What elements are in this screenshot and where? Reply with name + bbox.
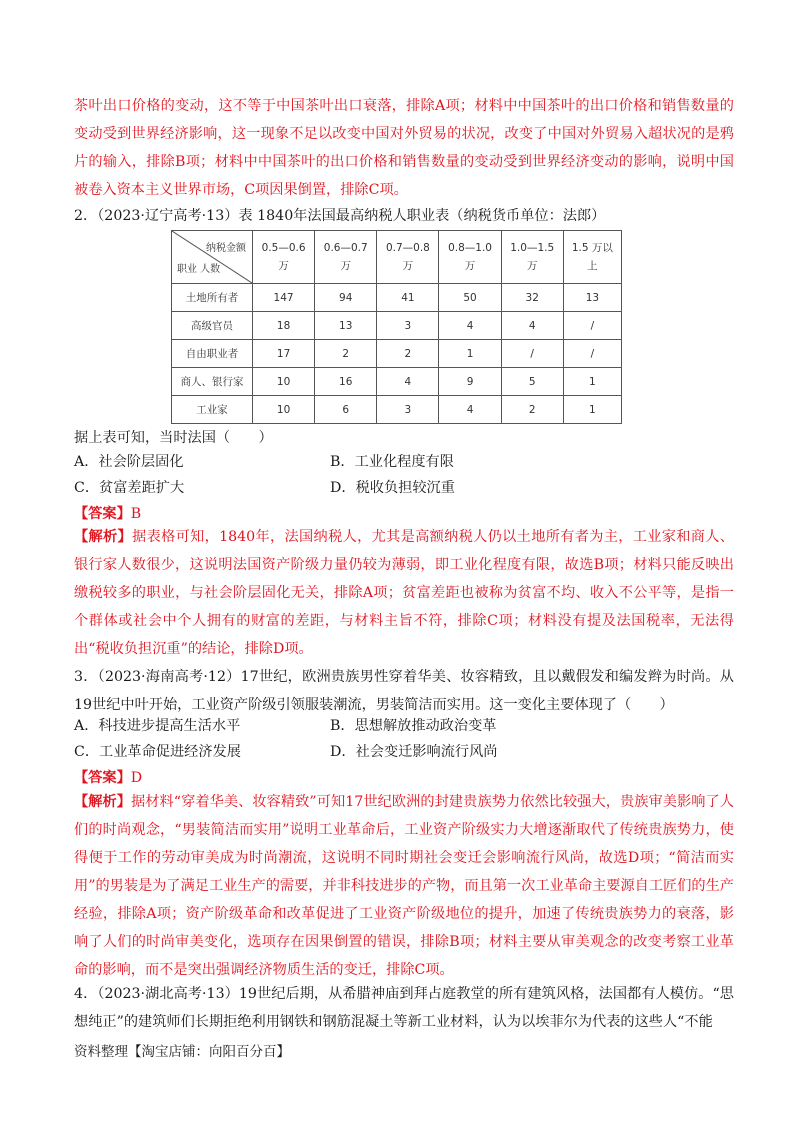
row-label: 工业家: [172, 396, 253, 424]
table-cell: 13: [563, 284, 621, 312]
analysis-tag: 【解析】: [74, 794, 132, 810]
header-cell: 1.5 万以 上: [563, 231, 621, 284]
q3-option-c: C．工业革命促进经济发展: [74, 744, 241, 760]
table-cell: 18: [253, 312, 315, 340]
table-cell: /: [501, 340, 563, 368]
table-cell: 94: [315, 284, 377, 312]
table-cell: 1: [563, 368, 621, 396]
q1-explanation-continued: 茶叶出口价格的变动，这不等于中国茶叶出口衰落，排除A项；材料中中国茶叶的出口价格和销售数量的变动受到世界经济影响，这一现象不足以改变中国对外贸易的状况，改变了中国对外贸易入超状况的是鸦片的输入，排除B项；材料中中国茶叶的出口价格和销售数量的变动受到世界经济变动的影响，说明中国被卷入资本主义世界市场，C项因果倒置，排除C项。: [74, 98, 734, 198]
table-corner-cell: [172, 231, 253, 284]
q3-analysis: [74, 788, 734, 984]
table-cell: 13: [315, 312, 377, 340]
q3-option-a: A．科技进步提高生活水平: [74, 718, 241, 734]
header-cell: 0.8—1.0 万: [439, 231, 501, 284]
table-row: [172, 368, 622, 396]
table-cell: 2: [377, 340, 439, 368]
q2-stem: 据上表可知，当时法国（ ）: [74, 430, 273, 446]
table-cell: 9: [439, 368, 501, 396]
row-label: 高级官员: [172, 312, 253, 340]
q2-option-c: C．贫富差距扩大: [74, 480, 185, 496]
table-cell: 50: [439, 284, 501, 312]
header-cell: 1.0—1.5 万: [501, 231, 563, 284]
q2-option-a: A．社会阶层固化: [74, 454, 184, 470]
q3-option-d: D．社会变迁影响流行风尚: [330, 744, 498, 760]
q2-option-b: B．工业化程度有限: [330, 454, 454, 470]
table-row: [172, 340, 622, 368]
row-label: 土地所有者: [172, 284, 253, 312]
table-cell: 16: [315, 368, 377, 396]
table-cell: 4: [501, 312, 563, 340]
table-cell: 4: [439, 312, 501, 340]
table-cell: 4: [439, 396, 501, 424]
table-cell: 4: [377, 368, 439, 396]
table-cell: 41: [377, 284, 439, 312]
table-cell: 3: [377, 396, 439, 424]
answer-value: D: [130, 770, 143, 786]
row-label: 商人、银行家: [172, 368, 253, 396]
header-cell: 0.5—0.6 万: [253, 231, 315, 284]
analysis-text: 据表格可知，1840年，法国纳税人，尤其是高额纳税人仍以土地所有者为主，工业家和商人、银行家人数很少，这说明法国资产阶级力量仍较为薄弱，即工业化程度有限，故选B项；材料只能反映出缴税较多的职业，与社会阶层固化无关，排除A项；贫富差距也被称为贫富不均、收入不公平等，是指一个群体或社会中个人拥有的财富的差距，与材料主旨不符，排除C项；材料没有提及法国税率，无法得出“税收负担沉重”的结论，排除D项。: [74, 529, 734, 657]
header-cell: 0.6—0.7 万: [315, 231, 377, 284]
row-label: 自由职业者: [172, 340, 253, 368]
q3-option-b: B．思想解放推动政治变革: [330, 718, 497, 734]
answer-tag: 【答案】: [74, 506, 131, 522]
table-cell: 2: [315, 340, 377, 368]
table-cell: /: [563, 312, 621, 340]
table-cell: 5: [501, 368, 563, 396]
footer-source: 资料整理【淘宝店铺：向阳百分百】: [74, 1044, 290, 1060]
table-cell: 6: [315, 396, 377, 424]
q2-analysis: [74, 523, 734, 663]
table-cell: 147: [253, 284, 315, 312]
answer-tag: 【答案】: [74, 770, 131, 786]
q4-stem: 4．（2023·湖北高考·13）19世纪后期，从希腊神庙到拜占庭教堂的所有建筑风格，法国都有人模仿。“思想纯正”的建筑师们长期拒绝利用钢铁和钢筋混凝土等新工业材料，认为以埃菲尔为代表的这些人“不能: [74, 986, 734, 1030]
table-cell: 10: [253, 368, 315, 396]
table-cell: 1: [563, 396, 621, 424]
table-cell: 32: [501, 284, 563, 312]
table-cell: 3: [377, 312, 439, 340]
table-cell: 1: [439, 340, 501, 368]
q2-title: 2．（2023·辽宁高考·13）表 1840年法国最高纳税人职业表（纳税货币单位：法郎）: [74, 208, 606, 224]
table-row: [172, 284, 622, 312]
table-row: [172, 312, 622, 340]
table-header-row: [172, 231, 622, 284]
table-cell: 17: [253, 340, 315, 368]
analysis-tag: 【解析】: [74, 529, 133, 545]
taxpayer-table: [171, 230, 622, 424]
table-cell: 2: [501, 396, 563, 424]
table-cell: /: [563, 340, 621, 368]
analysis-text: 据材料“穿着华美、妆容精致”可知17世纪欧洲的封建贵族势力依然比较强大，贵族审美影响了人们的时尚观念，“男装简洁而实用”说明工业革命后，工业资产阶级实力大增逐渐取代了传统贵族势力，使得便于工作的劳动审美成为时尚潮流，这说明不同时期社会变迁会影响流行风尚，故选D项；“简洁而实用”的男装是为了满足工业生产的需要，并非科技进步的产物，而且第一次工业革命主要源自工匠们的生产经验，排除A项；资产阶级革命和改革促进了工业资产阶级地位的提升，加速了传统贵族势力的衰落，影响了人们的时尚审美变化，选项存在因果倒置的错误，排除B项；材料主要从审美观念的改变考察工业革命的影响，而不是突出强调经济物质生活的变迁，排除C项。: [74, 794, 734, 978]
header-cell: 0.7—0.8 万: [377, 231, 439, 284]
corner-bottom-label: 职业 人数: [177, 264, 221, 275]
corner-top-label: 纳税金额: [206, 243, 246, 254]
table-row: [172, 396, 622, 424]
table-cell: 10: [253, 396, 315, 424]
q2-option-d: D．税收负担较沉重: [330, 480, 455, 496]
q3-stem: 3．（2023·海南高考·12）17世纪，欧洲贵族男性穿着华美、妆容精致，且以戴假发和编发辫为时尚。从19世纪中叶开始，工业资产阶级引领服装潮流，男装简洁而实用。这一变化主要体现了（ ）: [74, 669, 734, 713]
answer-value: B: [130, 506, 142, 522]
